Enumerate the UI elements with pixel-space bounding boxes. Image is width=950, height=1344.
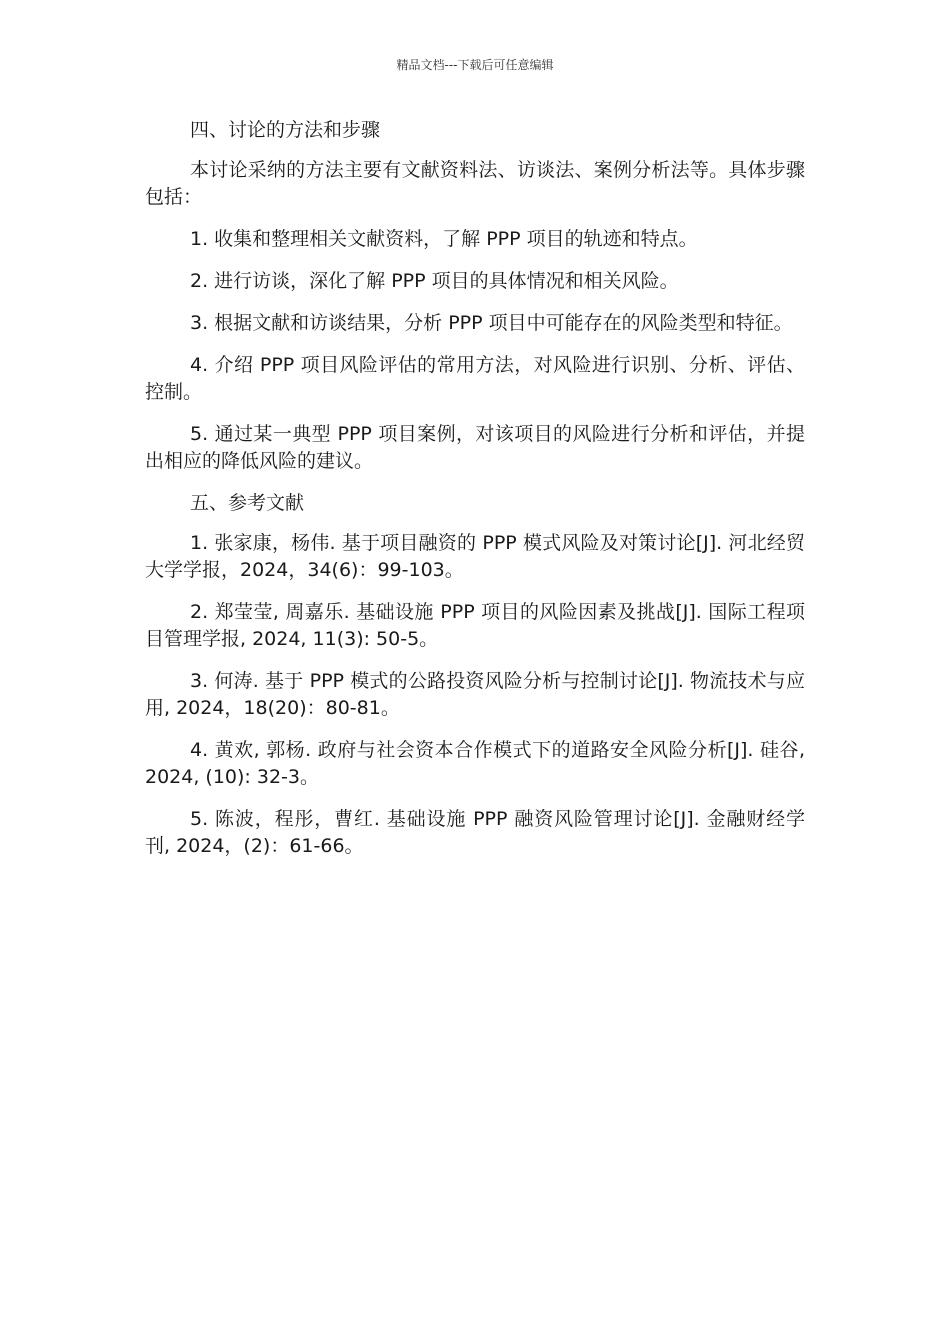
method-step-item: 1. 收集和整理相关文献资料，了解 PPP 项目的轨迹和特点。 xyxy=(190,228,698,250)
reference-item: 5. 陈波，程彤，曹红. 基础设施 PPP 融资风险管理讨论[J]. 金融财经学刊, 2024，(2)：61-66。 xyxy=(145,808,805,857)
page-header: 精品文档---下载后可任意编辑 xyxy=(396,58,554,72)
reference-item: 2. 郑莹莹, 周嘉乐. 基础设施 PPP 项目的风险因素及挑战[J]. 国际工程项目管理学报, 2024, 11(3): 50-5。 xyxy=(145,601,805,650)
method-step-item: 5. 通过某一典型 PPP 项目案例，对该项目的风险进行分析和评估，并提出相应的降低风险的建议。 xyxy=(145,423,805,472)
reference-item: 4. 黄欢, 郭杨. 政府与社会资本合作模式下的道路安全风险分析[J]. 硅谷, 2024, (10): 32-3。 xyxy=(145,739,805,788)
reference-item: 1. 张家康，杨伟. 基于项目融资的 PPP 模式风险及对策讨论[J]. 河北经贸大学学报，2024，34(6)：99-103。 xyxy=(145,532,805,581)
section-heading-methods: 四、讨论的方法和步骤 xyxy=(190,119,381,141)
reference-item: 3. 何涛. 基于 PPP 模式的公路投资风险分析与控制讨论[J]. 物流技术与应用, 2024，18(20)：80-81。 xyxy=(145,670,805,719)
methods-intro-paragraph: 本讨论采纳的方法主要有文献资料法、访谈法、案例分析法等。具体步骤包括： xyxy=(145,159,805,208)
method-step-item: 4. 介绍 PPP 项目风险评估的常用方法，对风险进行识别、分析、评估、控制。 xyxy=(145,354,805,403)
method-step-item: 2. 进行访谈，深化了解 PPP 项目的具体情况和相关风险。 xyxy=(190,270,679,292)
method-step-item: 3. 根据文献和访谈结果，分析 PPP 项目中可能存在的风险类型和特征。 xyxy=(190,312,793,334)
section-heading-references: 五、参考文献 xyxy=(190,492,305,514)
document-body xyxy=(145,117,805,875)
